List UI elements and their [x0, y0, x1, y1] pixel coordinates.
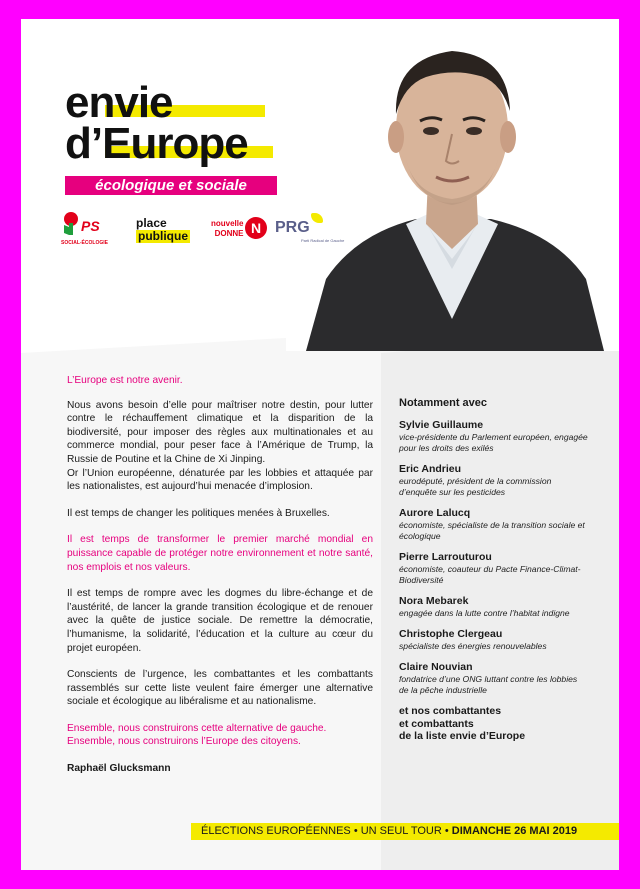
ps-logo-text: PS: [81, 218, 100, 234]
place-publique-logo: [136, 217, 190, 243]
nouvelle-donne-line-1: nouvelle: [211, 219, 244, 228]
party-logos: [61, 211, 345, 251]
sidebar-closing: [399, 705, 589, 743]
campaign-brand: [65, 78, 248, 168]
nouvelle-donne-logo: [211, 219, 243, 239]
closing-line-1: et nos combattantes: [399, 705, 502, 717]
election-banner-text: ÉLECTIONS EUROPÉENNES • UN SEUL TOUR •: [201, 825, 452, 837]
paragraph-1: Nous avons besoin d’elle pour maîtriser notre destin, pour lutter contre le réchauffement climatique et la disparition de la biodiversité, pour imposer des règles aux multinationales et au commerce mondial, pour peser face à l’Amérique de Trump, la Russie de Poutine et la Chine de Xi Jinping.: [67, 399, 373, 465]
person-name: Pierre Larrouturou: [399, 551, 492, 563]
paragraph-2: Il est temps de changer les politiques menées à Bruxelles.: [67, 507, 330, 519]
list-item: [399, 595, 589, 619]
paragraph-6a: Ensemble, nous construirons cette alternative de gauche.: [67, 722, 327, 734]
place-publique-line-2: publique: [138, 229, 188, 243]
election-date-banner: [191, 823, 619, 840]
main-text: [67, 374, 373, 789]
person-name: Sylvie Guillaume: [399, 419, 484, 431]
paragraph-6b: Ensemble, nous construirons l’Europe des citoyens.: [67, 736, 301, 748]
candidates-sidebar: [399, 397, 589, 743]
person-name: Christophe Clergeau: [399, 628, 503, 640]
person-name: Claire Nouvian: [399, 661, 473, 673]
list-item: [399, 551, 589, 586]
person-name: Eric Andrieu: [399, 463, 462, 475]
rose-fist-icon: [61, 211, 81, 237]
prg-logo-subtitle: Parti Radical de Gauche: [301, 238, 345, 243]
nouvelle-donne-mark-icon: N: [245, 217, 267, 239]
paragraph-3: Il est temps de transformer le premier marché mondial en puissance capable de protéger notre environnement et notre santé, nos emplois et nos valeurs.: [67, 534, 373, 573]
person-description: économiste, spécialiste de la transition sociale et écologique: [399, 520, 585, 541]
list-item: [399, 419, 589, 454]
closing-line-2: et combattants: [399, 717, 474, 730]
prg-mark-icon: [311, 213, 323, 223]
place-publique-line-1: place: [136, 216, 167, 230]
list-item: [399, 463, 589, 498]
prg-logo-text: PRG: [275, 219, 310, 236]
person-name: Nora Mebarek: [399, 595, 469, 607]
signature: Raphaël Glucksmann: [67, 763, 171, 775]
nouvelle-donne-line-2: DONNE: [214, 229, 244, 238]
election-date: DIMANCHE 26 MAI 2019: [451, 825, 578, 837]
list-item: [399, 507, 589, 542]
person-description: eurodéputé, président de la commission d’enquête sur les pesticides: [399, 476, 552, 497]
person-name: Aurore Lalucq: [399, 507, 471, 519]
campaign-title-line-1: envie: [65, 78, 173, 127]
person-description: vice-présidente du Parlement européen, engagée pour les droits des exilés: [399, 432, 588, 453]
paragraph-1b: Or l’Union européenne, dénaturée par les lobbies et attaquée par les nationalistes, est aujourd’hui menacée d’implosion.: [67, 467, 373, 493]
person-description: engagée dans la lutte contre l’habitat indigne: [399, 608, 570, 618]
paragraph-4: Il est temps de rompre avec les dogmes du libre-échange et de l’austérité, de lancer la grande transition écologique et de renouer avec la quête de justice sociale. De remettre la démocratie, l’humanisme, la solidarité, l’éducation et la culture au cœur du projet européen.: [67, 588, 373, 654]
list-item: [399, 661, 589, 696]
campaign-tagline: écologique et sociale: [65, 176, 277, 195]
leaflet-page: [21, 19, 619, 870]
paragraph-5: Conscients de l’urgence, les combattantes et les combattants rassemblés sur cette liste veulent faire émerger une alternative sociale et écologique au libéralisme et au nationalisme.: [67, 669, 373, 708]
list-item: [399, 628, 589, 652]
closing-line-3: de la liste envie d’Europe: [399, 730, 526, 742]
lead-paragraph: L’Europe est notre avenir.: [67, 375, 183, 386]
person-description: fondatrice d’une ONG luttant contre les lobbies de la pêche industrielle: [399, 674, 578, 695]
candidate-portrait: [286, 19, 619, 351]
person-description: économiste, coauteur du Pacte Finance-Climat-Biodiversité: [399, 564, 581, 585]
person-description: spécialiste des énergies renouvelables: [399, 641, 547, 651]
campaign-title-line-2: d’Europe: [65, 119, 248, 168]
sidebar-heading: Notamment avec: [399, 397, 488, 409]
ps-logo-subtitle: SOCIAL-ÉCOLOGIE: [61, 240, 108, 246]
